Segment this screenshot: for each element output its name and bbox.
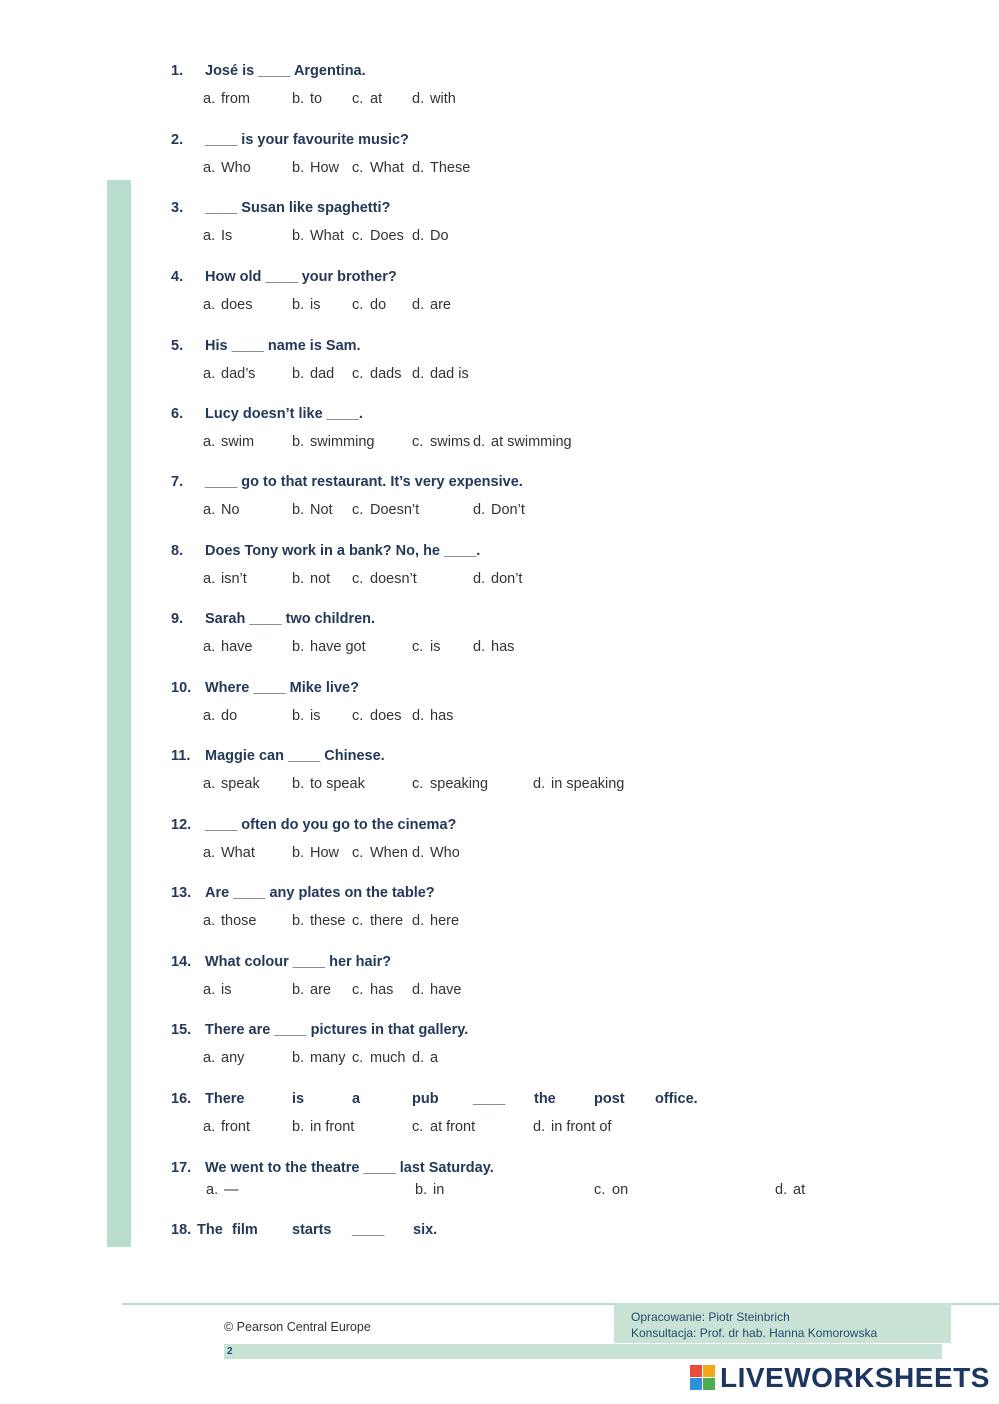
- options: [203, 913, 843, 933]
- question-word: office.: [655, 1091, 698, 1107]
- question-number: 16.: [171, 1091, 192, 1107]
- option-a[interactable]: a. front: [203, 1119, 251, 1135]
- question-number: 17.: [171, 1160, 192, 1176]
- option-b[interactable]: b. have got: [292, 639, 366, 655]
- options: [203, 434, 843, 454]
- question-word: a: [352, 1091, 361, 1107]
- option-a[interactable]: a. isn’t: [203, 571, 247, 587]
- option-d[interactable]: d. Don’t: [473, 502, 525, 518]
- option-c[interactable]: c. do: [352, 297, 387, 313]
- options: [203, 982, 843, 1002]
- option-d[interactable]: d. at swimming: [473, 434, 572, 450]
- option-c[interactable]: c. is: [412, 639, 441, 655]
- option-c[interactable]: c. Does: [352, 228, 404, 244]
- question-number: 10.: [171, 680, 192, 696]
- options: [203, 1050, 843, 1070]
- options: [203, 708, 843, 728]
- option-d[interactable]: d. don’t: [473, 571, 523, 587]
- option-d[interactable]: d. Who: [412, 845, 460, 861]
- question-number: 9.: [171, 611, 184, 627]
- question-number: 5.: [171, 338, 184, 354]
- question-text: Sarah ____ two children.: [205, 611, 376, 627]
- options: [203, 502, 843, 522]
- copyright: © Pearson Central Europe: [224, 1320, 371, 1334]
- question-word: film: [232, 1222, 258, 1238]
- option-d[interactable]: d. has: [412, 708, 454, 724]
- option-d[interactable]: d. in front of: [533, 1119, 612, 1135]
- option-a[interactable]: a. dad’s: [203, 366, 256, 382]
- question-number: 12.: [171, 817, 192, 833]
- credits-box: [614, 1303, 951, 1343]
- option-d[interactable]: d. in speaking: [533, 776, 625, 792]
- option-a[interactable]: a. speak: [203, 776, 260, 792]
- option-c[interactable]: c. Doesn’t: [352, 502, 420, 518]
- question-number: 7.: [171, 474, 184, 490]
- option-a[interactable]: a. have: [203, 639, 253, 655]
- option-c[interactable]: c. has: [352, 982, 394, 998]
- options: [203, 366, 843, 386]
- question-text: Lucy doesn’t like ____.: [205, 406, 363, 422]
- answer-blank[interactable]: ____: [352, 1222, 385, 1238]
- question-text: ____ is your favourite music?: [205, 132, 409, 148]
- option-b[interactable]: b. not: [292, 571, 331, 587]
- option-a[interactable]: a. Is: [203, 228, 233, 244]
- question-text: ____ often do you go to the cinema?: [205, 817, 457, 833]
- question-text: How old ____ your brother?: [205, 269, 397, 285]
- option-b[interactable]: b. is: [292, 708, 321, 724]
- question-text: Does Tony work in a bank? No, he ____.: [205, 543, 481, 559]
- question-number: 1.: [171, 63, 184, 79]
- option-d[interactable]: d. here: [412, 913, 460, 929]
- options: [203, 228, 843, 248]
- option-c[interactable]: c. speaking: [412, 776, 489, 792]
- option-c[interactable]: c. there: [352, 913, 404, 929]
- option-b[interactable]: b. swimming: [292, 434, 375, 450]
- option-a[interactable]: a. Who: [203, 160, 251, 176]
- question-text: Where ____ Mike live?: [205, 680, 359, 696]
- credit-author: Opracowanie: Piotr Steinbrich: [631, 1310, 790, 1324]
- option-b[interactable]: b. How: [292, 845, 340, 861]
- option-c[interactable]: c. When: [352, 845, 408, 861]
- option-d[interactable]: d. Do: [412, 228, 449, 244]
- answer-blank[interactable]: ____: [473, 1091, 506, 1107]
- question-number: 2.: [171, 132, 184, 148]
- option-a[interactable]: a. do: [203, 708, 238, 724]
- side-bar: [107, 180, 131, 1247]
- option-c[interactable]: c. What: [352, 160, 404, 176]
- question-word: pub: [412, 1091, 439, 1107]
- option-b[interactable]: b. these: [292, 913, 346, 929]
- question-number: 13.: [171, 885, 192, 901]
- options: [203, 160, 843, 180]
- question-word: The: [197, 1222, 223, 1238]
- brand-name: LIVEWORKSHEETS: [720, 1362, 990, 1393]
- question-word: six.: [413, 1222, 438, 1238]
- question-text: ____ go to that restaurant. It’s very expensive.: [205, 474, 523, 490]
- question-number: 14.: [171, 954, 192, 970]
- option-d[interactable]: d. at: [775, 1182, 806, 1198]
- option-d[interactable]: d. have: [412, 982, 462, 998]
- question-text: There are ____ pictures in that gallery.: [205, 1022, 469, 1038]
- option-a[interactable]: a. —: [206, 1182, 239, 1198]
- question-number: 18.: [171, 1222, 192, 1238]
- question-text: Are ____ any plates on the table?: [205, 885, 435, 901]
- options: [203, 297, 843, 317]
- question-text: What colour ____ her hair?: [205, 954, 392, 970]
- option-a[interactable]: a. does: [203, 297, 253, 313]
- question-number: 15.: [171, 1022, 192, 1038]
- option-c[interactable]: c. doesn’t: [352, 571, 417, 587]
- question-word: the: [534, 1091, 556, 1107]
- options: [203, 776, 843, 796]
- option-d[interactable]: d. has: [473, 639, 515, 655]
- option-b[interactable]: b. Not: [292, 502, 333, 518]
- option-b[interactable]: b. dad: [292, 366, 335, 382]
- option-a[interactable]: a. is: [203, 982, 232, 998]
- question-word: is: [292, 1091, 305, 1107]
- liveworksheets-brand[interactable]: [690, 1362, 990, 1394]
- option-b[interactable]: b. are: [292, 982, 331, 998]
- option-c[interactable]: c. swims: [412, 434, 471, 450]
- option-a[interactable]: a. those: [203, 913, 257, 929]
- option-b[interactable]: b. What: [292, 228, 344, 244]
- option-a[interactable]: a. No: [203, 502, 240, 518]
- option-b[interactable]: b. to: [292, 91, 323, 107]
- question-text: His ____ name is Sam.: [205, 338, 361, 354]
- option-d[interactable]: d. are: [412, 297, 451, 313]
- question-text: José is ____ Argentina.: [205, 63, 366, 79]
- option-c[interactable]: c. much: [352, 1050, 406, 1066]
- option-d[interactable]: d. a: [412, 1050, 439, 1066]
- option-a[interactable]: a. What: [203, 845, 255, 861]
- credit-consultant: Konsultacja: Prof. dr hab. Hanna Komorowska: [631, 1326, 878, 1340]
- option-c[interactable]: c. does: [352, 708, 402, 724]
- option-b[interactable]: b. to speak: [292, 776, 365, 792]
- question-number: 8.: [171, 543, 184, 559]
- question-number: 11.: [171, 748, 191, 764]
- option-d[interactable]: d. These: [412, 160, 471, 176]
- page-bar: [224, 1344, 942, 1359]
- option-b[interactable]: b. in front: [292, 1119, 355, 1135]
- question-word: starts: [292, 1222, 332, 1238]
- liveworksheets-logo-icon: [690, 1365, 716, 1391]
- option-a[interactable]: a. swim: [203, 434, 255, 450]
- option-b[interactable]: b. many: [292, 1050, 346, 1066]
- options: [206, 1182, 846, 1202]
- page-number: 2: [227, 1346, 233, 1357]
- option-d[interactable]: d. with: [412, 91, 456, 107]
- option-b[interactable]: b. is: [292, 297, 321, 313]
- option-a[interactable]: a. from: [203, 91, 250, 107]
- options: [203, 1119, 843, 1139]
- question-text: ____ Susan like spaghetti?: [205, 200, 391, 216]
- options: [203, 571, 843, 591]
- option-c[interactable]: c. at: [352, 91, 383, 107]
- options: [203, 639, 843, 659]
- question-text: Maggie can ____ Chinese.: [205, 748, 385, 764]
- option-b[interactable]: b. in: [415, 1182, 445, 1198]
- question-number: 3.: [171, 200, 184, 216]
- option-c[interactable]: c. dads: [352, 366, 402, 382]
- option-a[interactable]: a. any: [203, 1050, 245, 1066]
- question-word: There: [205, 1091, 245, 1107]
- option-c[interactable]: c. on: [594, 1182, 629, 1198]
- question-number: 4.: [171, 269, 184, 285]
- option-d[interactable]: d. dad is: [412, 366, 469, 382]
- option-c[interactable]: c. at front: [412, 1119, 476, 1135]
- options: [203, 845, 843, 865]
- option-b[interactable]: b. How: [292, 160, 340, 176]
- question-number: 6.: [171, 406, 184, 422]
- options: [203, 91, 843, 111]
- question-text: We went to the theatre ____ last Saturday.: [205, 1160, 494, 1176]
- question-word: post: [594, 1091, 625, 1107]
